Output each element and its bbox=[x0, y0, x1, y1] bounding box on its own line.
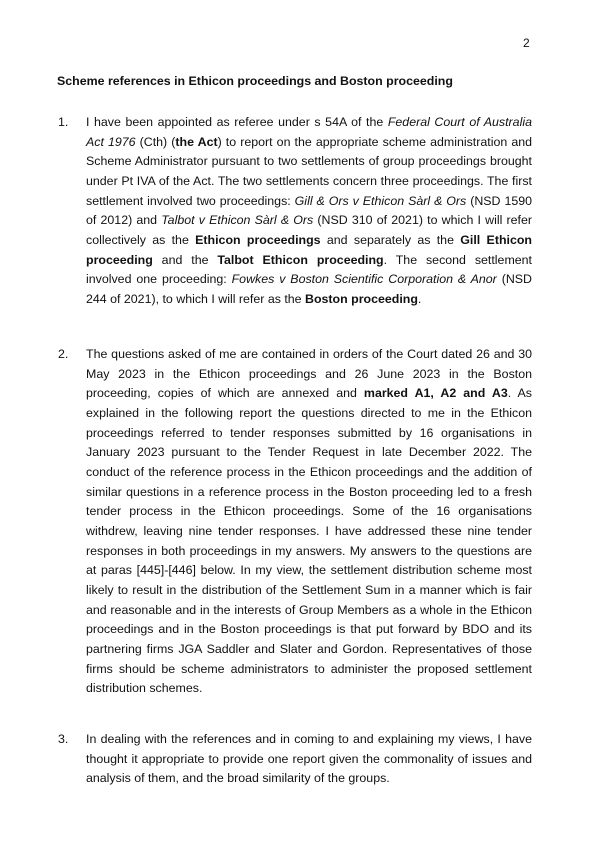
paragraph-number: 3. bbox=[58, 732, 69, 746]
bold-term: Talbot Ethicon proceeding bbox=[217, 252, 384, 267]
paragraph-number: 1. bbox=[58, 115, 69, 129]
text-run: . As explained in the following report the questions directed to me in the Ethicon proceedings referred to tender responses submitted by 16 organisations in January 2023 pursuant to the Tender Request in late December 2022. The conduct of the reference process in the Ethicon proceedings and the addition of similar questions in a reference process in the Boston proceeding led to a fresh tender process in the Ethicon proceedings. Some of the 16 organisations withdrew, leaving nine tender responses. I have addressed these nine tender responses in both proceedings in my answers. My answers to the questions are at paras [445]-[446] below. In my view, the settlement distribution scheme most likely to result in the distribution of the Settlement Sum in a manner which is fair and reasonable and in the interests of Group Members as a whole in the Ethicon proceedings and in the Boston proceedings is that put forward by BDO and its partnering firms JGA Saddler and Slater and Gordon. Representatives of those firms should be scheme administrators to administer the proposed settlement distribution schemes. bbox=[86, 386, 532, 696]
bold-term: Boston proceeding bbox=[305, 291, 418, 306]
paragraph-2 bbox=[58, 345, 532, 699]
text-run: In dealing with the references and in coming to and explaining my views, I have thought it appropriate to provide one report given the commonality of issues and analysis of them, and the broad similarity of the groups. bbox=[86, 732, 532, 786]
italic-citation: Federal Court of Australia Act 1976 bbox=[86, 115, 532, 149]
bold-term: marked A1, A2 and A3 bbox=[363, 386, 508, 401]
paragraph-3 bbox=[58, 730, 532, 789]
text-run: (Cth) ( bbox=[135, 134, 176, 149]
section-heading: Scheme references in Ethicon proceedings and Boston proceeding bbox=[57, 74, 453, 88]
text-run: The questions asked of me are contained in orders of the Court dated 26 and 30 May 2023 in the Ethicon proceedings and 26 June 2023 in the Boston proceeding, copies of which are annexed and bbox=[86, 347, 532, 401]
paragraph-body bbox=[86, 345, 532, 699]
italic-citation: Talbot v Ethicon Sàrl & Ors bbox=[161, 213, 314, 228]
italic-citation: Gill & Ors v Ethicon Sàrl & Ors bbox=[294, 193, 467, 208]
page-number: 2 bbox=[523, 36, 530, 50]
text-run: (NSD 1590 of 2012) and bbox=[86, 193, 533, 228]
paragraph-body bbox=[86, 730, 532, 789]
text-run: I have been appointed as referee under s 54A of the bbox=[86, 115, 388, 129]
bold-term: the Act bbox=[175, 134, 218, 149]
paragraph-body bbox=[86, 113, 532, 310]
text-run: (NSD 244 of 2021), to which I will refer as the bbox=[86, 272, 533, 306]
bold-term: Ethicon proceedings bbox=[195, 232, 321, 247]
text-run: . The second settlement involved one proceeding: bbox=[86, 252, 532, 287]
bold-term: Gill Ethicon proceeding bbox=[86, 232, 532, 267]
italic-citation: Fowkes v Boston Scientific Corporation & Anor bbox=[231, 272, 497, 287]
text-run: ) to report on the appropriate scheme administration and Scheme Administrator pursuant to two settlements of group proceedings brought under Pt IVA of the Act. The two settlements concern three proceedings. The first settlement involved two proceedings: bbox=[86, 134, 532, 208]
text-run: . bbox=[417, 291, 422, 306]
paragraph-number: 2. bbox=[58, 347, 69, 361]
text-run: (NSD 310 of 2021) to which I will refer collectively as the bbox=[86, 213, 533, 247]
paragraph-1 bbox=[58, 113, 532, 310]
text-run: and separately as the bbox=[320, 232, 461, 247]
text-run: and the bbox=[152, 252, 218, 267]
